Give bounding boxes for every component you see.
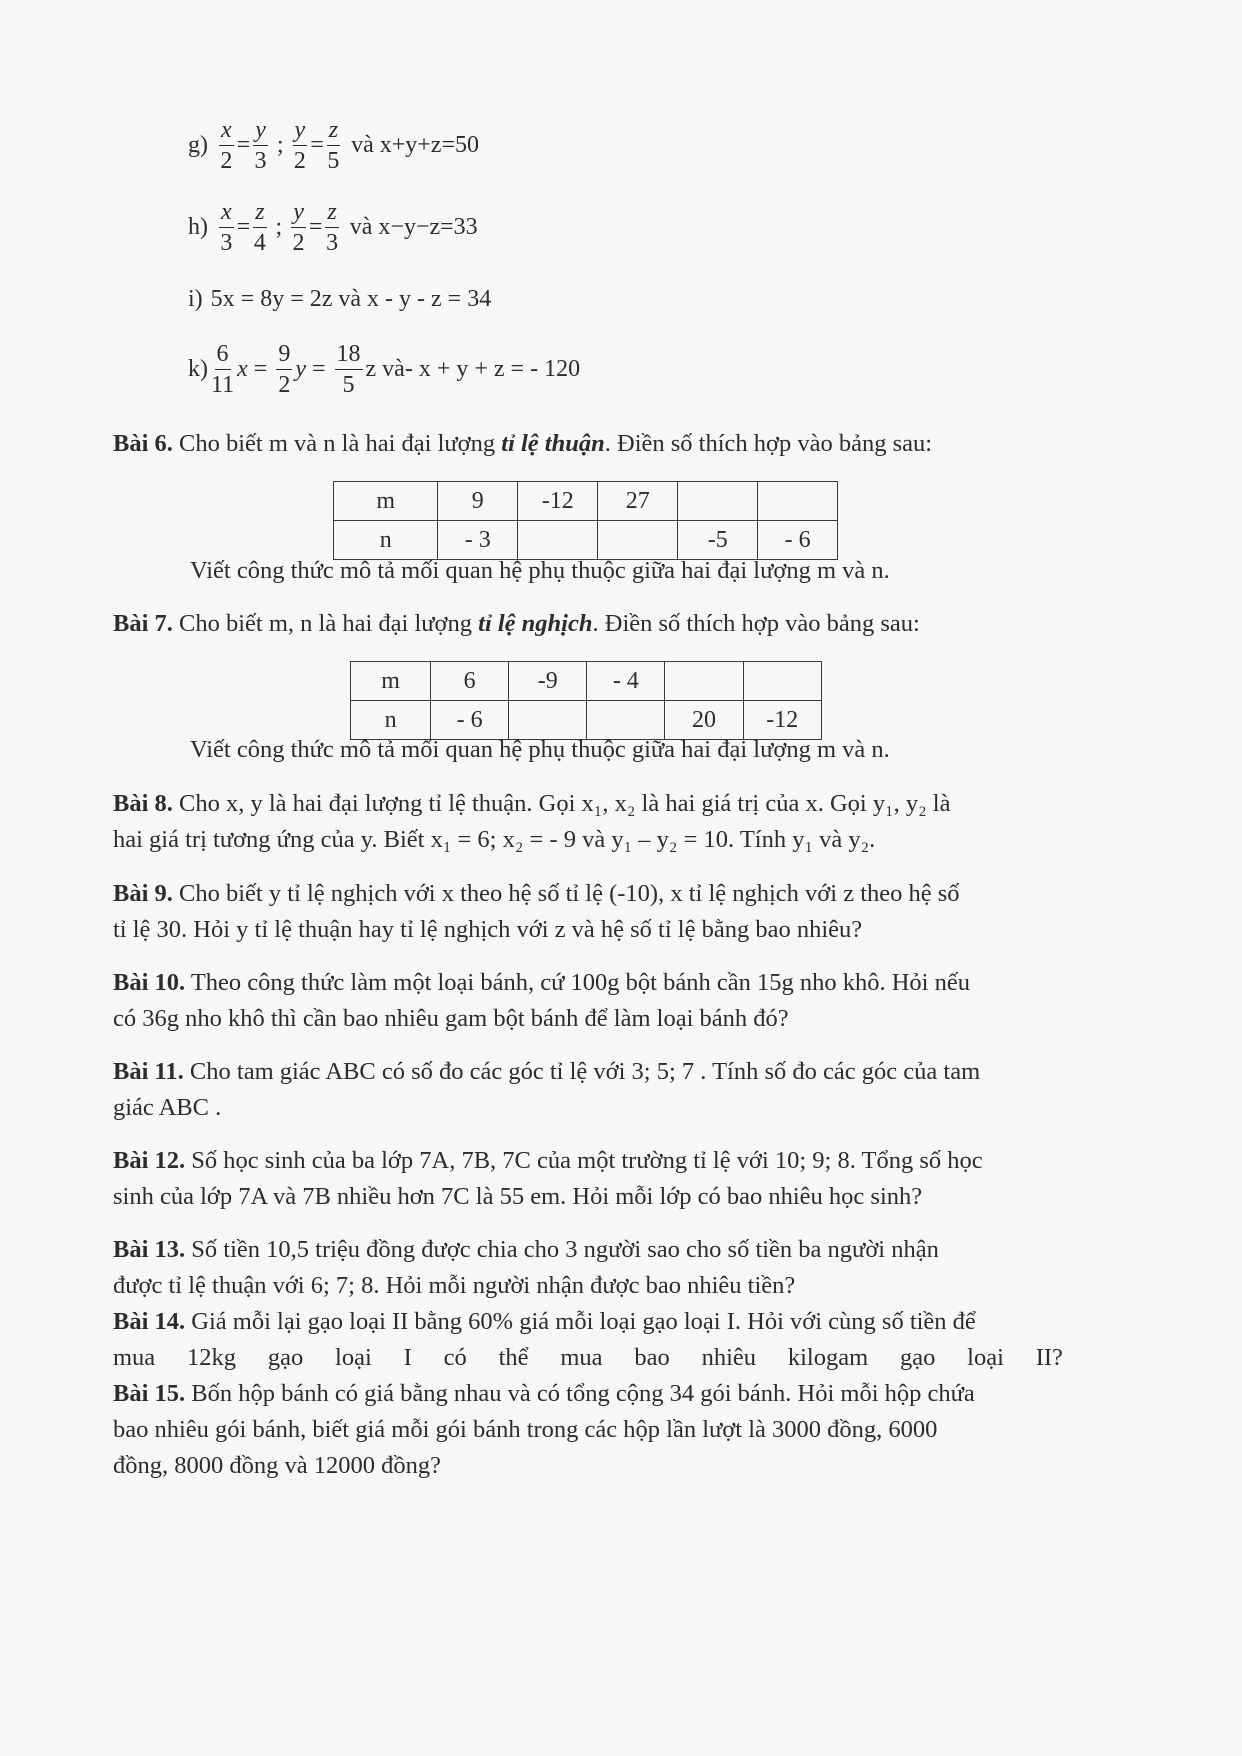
exercise-label: Bài 7.: [113, 610, 173, 637]
table-cell: -12: [518, 482, 598, 521]
equation-k: k) $\frac{6}{11}$ x = $\frac{9}{2}$ y = $\frac{18}{5}$ z và- x + y + z = - 120: [188, 341, 581, 398]
word: mua: [113, 1344, 156, 1371]
table-row: [334, 482, 838, 521]
exercise-10: [113, 965, 1063, 1037]
word: 12kg: [187, 1344, 237, 1371]
table-cell: [598, 521, 678, 560]
table-cell: n: [351, 701, 431, 740]
equation-label: h): [188, 214, 208, 240]
equation-label: i): [188, 286, 203, 312]
exercise-text: Cho x, y là hai đại lượng tỉ lệ thuận. Gọi x₁, x₂ là hai giá trị của x. Gọi y₁, y₂ là: [179, 790, 951, 817]
exercise-text: Cho biết m, n là hai đại lượng: [179, 610, 473, 637]
exercise-text: Bốn hộp bánh có giá bằng nhau và có tổng cộng 34 gói bánh. Hỏi mỗi hộp chứa: [191, 1380, 975, 1407]
table-cell: m: [351, 662, 431, 701]
exercise-label: Bài 14.: [113, 1308, 186, 1335]
table-bai6: [333, 481, 838, 560]
table-row: [334, 521, 838, 560]
table-row: [351, 701, 822, 740]
exercise-13: [113, 1232, 1063, 1304]
word: gạo: [899, 1344, 936, 1371]
exercise-label: Bài 6.: [113, 430, 173, 457]
table-cell: [678, 482, 758, 521]
table-cell: - 6: [758, 521, 838, 560]
table-cell: 27: [598, 482, 678, 521]
equation-condition: z và- x + y + z = - 120: [365, 356, 581, 382]
exercise-text: Cho tam giác ABC có số đo các góc tỉ lệ với 3; 5; 7 . Tính số đo các góc của tam: [189, 1058, 981, 1085]
exercise-text: đồng, 8000 đồng và 12000 đồng?: [113, 1452, 441, 1479]
equation-h: h) $\frac{x}{3}$ = $\frac{z}{4}$ ; $\frac{y}{2}$ = $\frac{z}{3}$ và x−y−z=33: [188, 199, 478, 256]
fraction: $\frac{z}{3}$: [326, 199, 339, 256]
table-cell: - 4: [587, 662, 665, 701]
exercise-text: được tỉ lệ thuận với 6; 7; 8. Hỏi mỗi người nhận được bao nhiêu tiền?: [113, 1272, 796, 1299]
table-cell: - 3: [438, 521, 518, 560]
word: II?: [1035, 1344, 1063, 1371]
table-cell: -9: [509, 662, 587, 701]
exercise-text: bao nhiêu gói bánh, biết giá mỗi gói bánh trong các hộp lần lượt là 3000 đồng, 6000: [113, 1416, 938, 1443]
exercise-justified-line: [113, 1340, 1063, 1376]
table-row: [351, 662, 822, 701]
word: nhiêu: [701, 1344, 756, 1371]
fraction: $\frac{z}{4}$: [253, 199, 266, 256]
word: gạo: [267, 1344, 304, 1371]
table-cell: m: [334, 482, 438, 521]
table-cell: 9: [438, 482, 518, 521]
exercise-label: Bài 13.: [113, 1236, 186, 1263]
word: bao: [634, 1344, 670, 1371]
table-cell: - 6: [431, 701, 509, 740]
exercise-text: có 36g nho khô thì cần bao nhiêu gam bột bánh để làm loại bánh đó?: [113, 1005, 789, 1032]
exercise-label: Bài 11.: [113, 1058, 184, 1085]
exercise-label: Bài 15.: [113, 1380, 186, 1407]
word: kilogam: [787, 1344, 869, 1371]
exercise-6-note: Viết công thức mô tả mối quan hệ phụ thuộc giữa hai đại lượng m và n.: [190, 557, 890, 584]
exercise-text: . Điền số thích hợp vào bảng sau:: [604, 430, 933, 457]
exercise-8: [113, 786, 1063, 858]
exercise-label: Bài 8.: [113, 790, 173, 817]
emphasis-term: tỉ lệ thuận: [501, 430, 605, 457]
table-cell: [758, 482, 838, 521]
table-cell: -5: [678, 521, 758, 560]
table-cell: -12: [743, 701, 821, 740]
fraction: $\frac{y}{3}$: [254, 117, 267, 174]
exercise-text: Cho biết m và n là hai đại lượng: [179, 430, 496, 457]
equation-label: k): [188, 356, 208, 382]
exercise-9: [113, 876, 1063, 948]
fraction: $\frac{y}{2}$: [292, 199, 305, 256]
exercise-text: Số học sinh của ba lớp 7A, 7B, 7C của một trường tỉ lệ với 10; 9; 8. Tổng số học: [191, 1147, 983, 1174]
table-cell: 6: [431, 662, 509, 701]
word: loại: [967, 1344, 1004, 1371]
exercise-text: hai giá trị tương ứng của y. Biết x₁ = 6; x₂ = - 9 và y₁ – y₂ = 10. Tính y₁ và y₂.: [113, 826, 876, 853]
exercise-text: Giá mỗi lại gạo loại II bằng 60% giá mỗi loại gạo loại I. Hỏi với cùng số tiền để: [191, 1308, 976, 1335]
table-cell: [587, 701, 665, 740]
exercise-6: [113, 426, 1063, 462]
exercise-7: [113, 606, 1063, 642]
fraction: $\frac{x}{3}$: [220, 199, 233, 256]
equation-condition: và x−y−z=33: [349, 214, 478, 240]
word: có: [443, 1344, 467, 1371]
exercise-label: Bài 10.: [113, 969, 186, 996]
fraction: $\frac{y}{2}$: [293, 117, 306, 174]
exercise-7-note: Viết công thức mô tả mối quan hệ phụ thuộc giữa hai đại lượng m và n.: [190, 736, 890, 763]
exercise-text: Cho biết y tỉ lệ nghịch với x theo hệ số tỉ lệ (-10), x tỉ lệ nghịch với z theo hệ số: [179, 880, 960, 907]
exercise-label: Bài 12.: [113, 1147, 186, 1174]
word: mua: [560, 1344, 603, 1371]
equation-i: [188, 286, 491, 313]
fraction: $\frac{9}{2}$: [278, 341, 291, 398]
table-cell: 20: [665, 701, 743, 740]
exercise-text: giác ABC .: [113, 1094, 222, 1121]
exercise-15: [113, 1376, 1063, 1484]
exercise-11: [113, 1054, 1063, 1126]
exercise-text: . Điền số thích hợp vào bảng sau:: [592, 610, 920, 637]
table-cell: n: [334, 521, 438, 560]
equation-condition: và x+y+z=50: [351, 132, 479, 158]
table-cell: [743, 662, 821, 701]
exercise-text: sinh của lớp 7A và 7B nhiều hơn 7C là 55 em. Hỏi mỗi lớp có bao nhiêu học sinh?: [113, 1183, 923, 1210]
fraction: $\frac{6}{11}$: [211, 341, 235, 398]
word: loại: [335, 1344, 372, 1371]
fraction: $\frac{x}{2}$: [220, 117, 233, 174]
table-cell: [509, 701, 587, 740]
equation-text: 5x = 8y = 2z và x - y - z = 34: [210, 286, 492, 312]
equation-g: g) $\frac{x}{2}$ = $\frac{y}{3}$ ; $\frac{y}{2}$ = $\frac{z}{5}$ và x+y+z=50: [188, 117, 479, 174]
exercise-text: tỉ lệ 30. Hỏi y tỉ lệ thuận hay tỉ lệ nghịch với z và hệ số tỉ lệ bằng bao nhiêu?: [113, 916, 863, 943]
word: thể: [498, 1344, 529, 1371]
exercise-text: Số tiền 10,5 triệu đồng được chia cho 3 người sao cho số tiền ba người nhận: [191, 1236, 939, 1263]
exercise-14: [113, 1304, 1063, 1376]
table-cell: [665, 662, 743, 701]
exercise-text: Theo công thức làm một loại bánh, cứ 100g bột bánh cần 15g nho khô. Hỏi nếu: [190, 969, 970, 996]
exercise-label: Bài 9.: [113, 880, 173, 907]
exercise-12: [113, 1143, 1063, 1215]
table-bai7: [350, 661, 822, 740]
word: I: [403, 1344, 412, 1371]
equation-label: g): [188, 132, 208, 158]
table-cell: [518, 521, 598, 560]
fraction: $\frac{18}{5}$: [336, 341, 361, 398]
fraction: $\frac{z}{5}$: [327, 117, 340, 174]
emphasis-term: tỉ lệ nghịch: [478, 610, 593, 637]
